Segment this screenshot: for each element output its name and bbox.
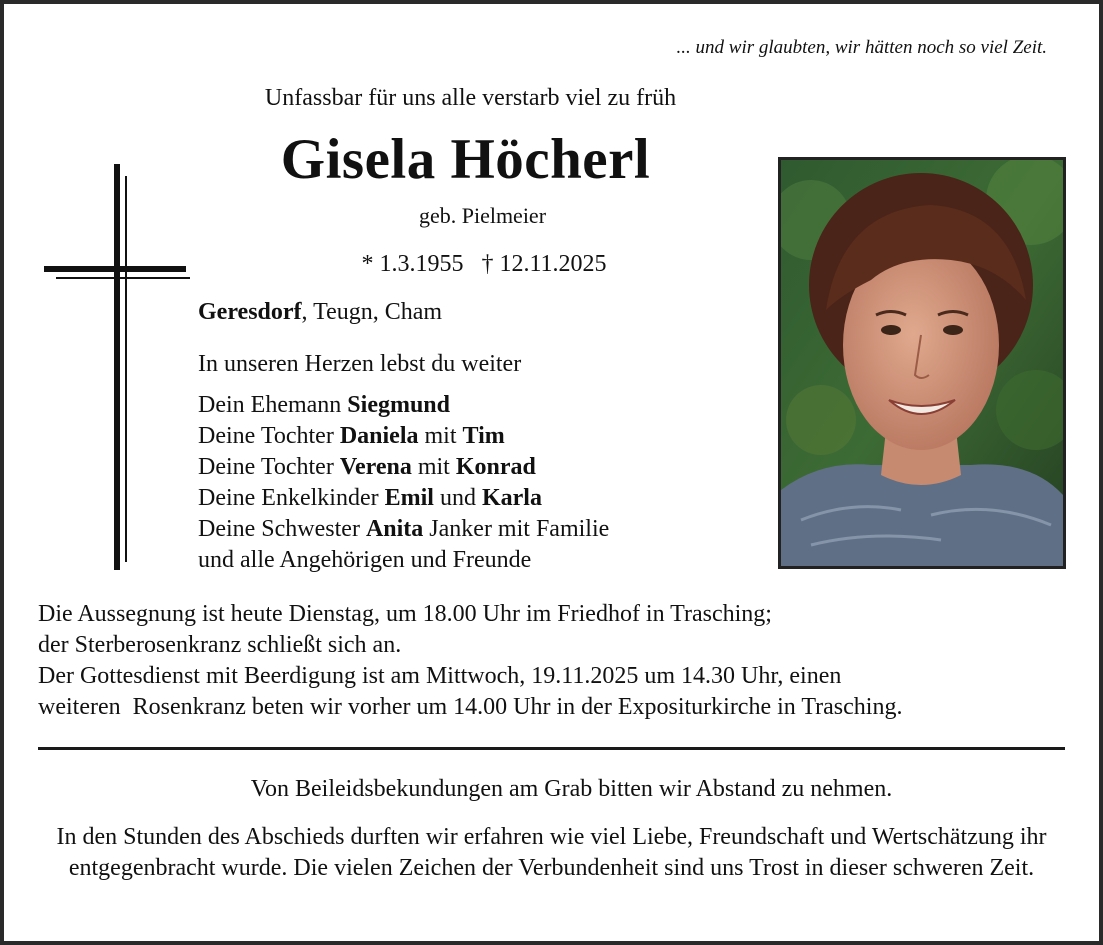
family-text: Deine Schwester: [198, 516, 366, 542]
family-text: mit: [418, 423, 463, 449]
family-name: Anita: [365, 516, 424, 542]
divider: [38, 747, 1065, 750]
family-text: Deine Tochter: [198, 423, 340, 449]
family-text: Dein Ehemann: [198, 392, 348, 418]
service-notice: [38, 599, 902, 723]
birth-name: geb. Pielmeier: [418, 203, 547, 228]
family-line: [198, 452, 609, 483]
family-line: [198, 390, 609, 421]
family-name: Verena: [339, 454, 412, 480]
deceased-name: Gisela Höcherl: [280, 128, 651, 191]
family-name: Daniela: [339, 423, 419, 449]
family-text: Janker mit Familie: [423, 516, 610, 542]
place-line: [198, 299, 442, 326]
place-main: Geresdorf: [198, 299, 302, 325]
portrait-image: [781, 160, 1063, 566]
family-list: [198, 390, 609, 576]
notice-line: weiteren Rosenkranz beten wir vorher um 14.00 Uhr in der Expositurkirche in Trasching.: [38, 694, 903, 720]
notice-line: Der Gottesdienst mit Beerdigung ist am Mittwoch, 19.11.2025 um 14.30 Uhr, einen: [38, 663, 842, 689]
notice-line: der Sterberosenkranz schließt sich an.: [38, 632, 402, 658]
family-name: Emil: [384, 485, 434, 511]
family-text: mit: [411, 454, 456, 480]
family-line: [198, 483, 609, 514]
family-name: Siegmund: [347, 392, 450, 418]
place-rest: , Teugn, Cham: [301, 299, 443, 325]
thanks-text: In den Stunden des Abschieds durften wir erfahren wie viel Liebe, Freundschaft und Wertschätzung ihr entgegenbracht wurde. Die vielen Zeichen der Verbundenheit sind uns Trost in dieser schweren Zeit.: [56, 824, 1047, 881]
death-date: † 12.11.2025: [481, 251, 607, 277]
family-line: [198, 421, 609, 452]
birth-date: * 1.3.1955: [361, 251, 464, 277]
family-text: Deine Tochter: [198, 454, 340, 480]
motto-quote: ... und wir glaubten, wir hätten noch so viel Zeit.: [676, 37, 1047, 58]
family-name: Karla: [481, 485, 542, 511]
intro-text: Unfassbar für uns alle verstarb viel zu früh: [264, 85, 677, 111]
family-text: Deine Enkelkinder: [198, 485, 385, 511]
family-text: und: [433, 485, 482, 511]
cross-icon: [42, 162, 192, 572]
condolence-request: Von Beileidsbekundungen am Grab bitten wir Abstand zu nehmen.: [250, 776, 893, 802]
family-name: Tim: [462, 423, 505, 449]
family-line: [198, 514, 609, 545]
notice-line: Die Aussegnung ist heute Dienstag, um 18.00 Uhr im Friedhof in Trasching;: [38, 601, 772, 627]
family-line: und alle Angehörigen und Freunde: [198, 547, 532, 573]
portrait-photo: [778, 157, 1066, 569]
family-name: Konrad: [455, 454, 536, 480]
heart-motto: In unseren Herzen lebst du weiter: [198, 351, 522, 377]
